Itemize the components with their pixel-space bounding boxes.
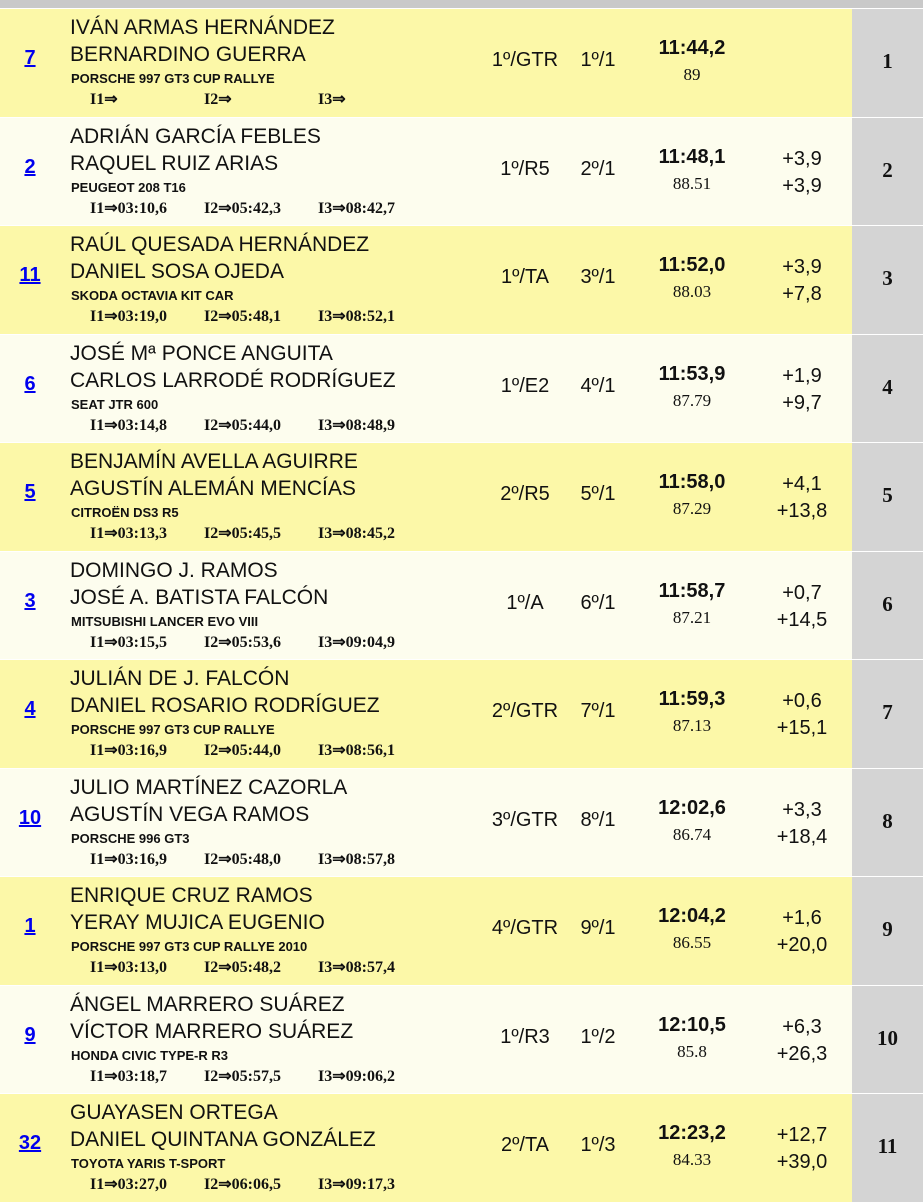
split-3: I3⇒08:45,2	[318, 525, 395, 542]
diff-leader: +18,4	[776, 825, 828, 848]
diff-previous: +3,3	[782, 798, 822, 821]
stage-time: 12:04,2	[658, 905, 726, 927]
split-1: I1⇒	[90, 91, 118, 108]
car-model: PORSCHE 997 GT3 CUP RALLYE	[71, 71, 275, 86]
group-position: 7º/1	[580, 700, 616, 722]
position-cell	[852, 1094, 923, 1202]
split-1: I1⇒03:19,0	[90, 308, 167, 325]
split-1: I1⇒03:13,0	[90, 959, 167, 976]
split-1: I1⇒03:14,8	[90, 416, 167, 434]
group-position: 8º/1	[580, 808, 616, 831]
stage-time: 11:58,7	[658, 579, 726, 602]
class-position: 1º/E2	[500, 374, 550, 397]
split-2: I2⇒06:06,5	[204, 1176, 281, 1193]
diff-previous: +3,9	[782, 256, 822, 278]
average-speed: 86.74	[672, 824, 712, 844]
driver-name: DOMINGO J. RAMOS	[70, 558, 278, 582]
diff-previous: +6,3	[782, 1015, 822, 1038]
driver-name: BENJAMÍN AVELLA AGUIRRE	[70, 450, 358, 473]
codriver-name: RAQUEL RUIZ ARIAS	[70, 151, 279, 175]
stage-time: 12:23,2	[658, 1122, 726, 1144]
split-3: I3⇒08:57,4	[318, 959, 395, 976]
diff-previous: +4,1	[782, 473, 822, 495]
stage-time: 12:10,5	[658, 1013, 726, 1036]
driver-name: ENRIQUE CRUZ RAMOS	[70, 884, 313, 907]
stage-time: 11:59,3	[658, 688, 726, 710]
split-2: I2⇒05:44,0	[204, 742, 281, 759]
average-speed: 88.51	[672, 173, 712, 193]
codriver-name: DANIEL ROSARIO RODRÍGUEZ	[70, 694, 380, 717]
split-3: I3⇒09:17,3	[318, 1176, 395, 1193]
diff-leader: +20,0	[776, 934, 828, 956]
stage-time: 11:58,0	[658, 471, 726, 493]
split-1: I1⇒03:16,9	[90, 742, 167, 759]
result-row	[0, 1093, 923, 1202]
result-row	[0, 8, 923, 117]
car-model: TOYOTA YARIS T-SPORT	[71, 1156, 226, 1171]
diff-leader: +26,3	[776, 1042, 828, 1065]
codriver-name: AGUSTÍN ALEMÁN MENCÍAS	[70, 477, 356, 500]
average-speed: 87.21	[672, 607, 712, 627]
overall-position: 3	[882, 266, 893, 290]
codriver-name: AGUSTÍN VEGA RAMOS	[70, 802, 310, 826]
car-number-link[interactable]: 11	[19, 264, 41, 286]
car-model: PORSCHE 997 GT3 CUP RALLYE 2010	[71, 939, 308, 954]
overall-position: 2	[882, 157, 893, 182]
group-position: 1º/2	[580, 1025, 616, 1048]
position-cell	[852, 660, 923, 768]
codriver-name: DANIEL SOSA OJEDA	[70, 260, 284, 283]
group-position: 1º/3	[580, 1134, 616, 1156]
codriver-name: VÍCTOR MARRERO SUÁREZ	[70, 1019, 354, 1043]
position-cell	[852, 769, 923, 877]
group-position: 2º/1	[580, 157, 616, 180]
result-row	[0, 876, 923, 985]
car-model: SEAT JTR 600	[71, 396, 159, 412]
split-1: I1⇒03:10,6	[90, 199, 167, 217]
car-number-link[interactable]: 9	[24, 1023, 36, 1046]
class-position: 1º/R3	[500, 1025, 550, 1048]
position-cell	[852, 443, 923, 551]
car-model: SKODA OCTAVIA KIT CAR	[71, 288, 234, 303]
split-3: I3⇒08:42,7	[318, 199, 395, 217]
split-3: I3⇒08:48,9	[318, 416, 395, 434]
position-cell	[852, 877, 923, 985]
diff-leader: +39,0	[776, 1151, 828, 1173]
diff-leader: +14,5	[776, 608, 828, 631]
driver-name: IVÁN ARMAS HERNÁNDEZ	[70, 16, 335, 39]
class-position: 1º/TA	[500, 266, 550, 288]
overall-position: 6	[882, 591, 893, 616]
overall-position: 7	[882, 700, 893, 724]
car-number-link[interactable]: 1	[24, 915, 36, 937]
stage-time: 12:02,6	[658, 796, 726, 819]
diff-leader: +9,7	[782, 391, 822, 414]
split-1: I1⇒03:15,5	[90, 633, 167, 651]
split-1: I1⇒03:16,9	[90, 850, 167, 868]
split-3: I3⇒08:52,1	[318, 308, 395, 325]
group-position: 1º/1	[580, 49, 616, 71]
result-row	[0, 334, 923, 443]
position-cell	[852, 335, 923, 443]
car-number-link[interactable]: 6	[24, 372, 36, 395]
average-speed: 87.29	[672, 499, 712, 518]
group-position: 5º/1	[580, 483, 616, 505]
diff-leader: +15,1	[776, 717, 828, 739]
car-number-link[interactable]: 7	[24, 47, 36, 69]
position-cell	[852, 9, 923, 117]
class-position: 1º/R5	[500, 157, 550, 180]
car-model: HONDA CIVIC TYPE-R R3	[71, 1047, 228, 1063]
driver-name: ADRIÁN GARCÍA FEBLES	[70, 124, 321, 148]
car-model: PORSCHE 997 GT3 CUP RALLYE	[71, 722, 275, 737]
car-model: MITSUBISHI LANCER EVO VIII	[71, 613, 259, 629]
class-position: 3º/GTR	[491, 808, 559, 831]
result-row	[0, 768, 923, 877]
driver-name: ÁNGEL MARRERO SUÁREZ	[70, 992, 345, 1016]
position-cell	[852, 552, 923, 660]
diff-previous: +1,6	[782, 907, 822, 929]
result-row	[0, 659, 923, 768]
split-2: I2⇒05:48,0	[204, 850, 281, 868]
diff-leader: +3,9	[782, 174, 822, 197]
split-2: I2⇒05:57,5	[204, 1067, 281, 1085]
driver-name: JULIÁN DE J. FALCÓN	[70, 667, 290, 690]
group-position: 6º/1	[580, 591, 616, 614]
stage-time: 11:48,1	[658, 145, 726, 168]
position-cell	[852, 118, 923, 226]
split-2: I2⇒05:42,3	[204, 199, 281, 217]
diff-previous: +0,7	[782, 581, 822, 604]
overall-position: 9	[882, 917, 893, 941]
class-position: 2º/TA	[500, 1134, 550, 1156]
position-cell	[852, 986, 923, 1094]
diff-previous: +1,9	[782, 364, 822, 387]
group-position: 4º/1	[580, 374, 616, 397]
split-2: I2⇒05:45,5	[204, 525, 281, 542]
diff-previous: +12,7	[776, 1124, 828, 1146]
driver-name: RAÚL QUESADA HERNÁNDEZ	[70, 233, 370, 256]
driver-name: JULIO MARTÍNEZ CAZORLA	[70, 775, 348, 799]
split-1: I1⇒03:27,0	[90, 1176, 167, 1193]
split-3: I3⇒08:57,8	[318, 850, 395, 868]
car-number-link[interactable]: 5	[24, 481, 36, 503]
overall-position: 1	[882, 49, 893, 73]
result-row	[0, 985, 923, 1094]
average-speed: 86.55	[672, 933, 712, 952]
diff-leader: +13,8	[776, 500, 828, 522]
average-speed: 84.33	[672, 1150, 712, 1169]
stage-time: 11:52,0	[658, 254, 726, 276]
diff-previous: +0,6	[782, 690, 822, 712]
split-2: I2⇒05:44,0	[204, 416, 281, 434]
car-number-link[interactable]: 10	[18, 806, 42, 829]
overall-position: 8	[882, 808, 893, 833]
result-row	[0, 442, 923, 551]
top-bar	[0, 0, 923, 8]
overall-position: 10	[877, 1025, 898, 1050]
group-position: 9º/1	[580, 917, 616, 939]
class-position: 4º/GTR	[491, 917, 559, 939]
split-1: I1⇒03:18,7	[90, 1067, 167, 1085]
codriver-name: JOSÉ A. BATISTA FALCÓN	[70, 585, 329, 609]
stage-time: 11:53,9	[658, 362, 726, 385]
class-position: 2º/R5	[500, 483, 550, 505]
car-number-link[interactable]: 32	[18, 1132, 42, 1154]
average-speed: 87.13	[672, 716, 712, 735]
overall-position: 11	[877, 1134, 898, 1158]
driver-name: GUAYASEN ORTEGA	[70, 1101, 278, 1124]
average-speed: 87.79	[672, 390, 712, 410]
split-1: I1⇒03:13,3	[90, 525, 167, 542]
driver-name: JOSÉ Mª PONCE ANGUITA	[70, 341, 333, 365]
diff-previous: +3,9	[782, 147, 822, 170]
split-3: I3⇒08:56,1	[318, 742, 395, 759]
result-row	[0, 225, 923, 334]
split-2: I2⇒05:48,1	[204, 308, 281, 325]
car-number-link[interactable]: 4	[24, 698, 36, 720]
class-position: 2º/GTR	[491, 700, 559, 722]
codriver-name: YERAY MUJICA EUGENIO	[70, 911, 325, 934]
car-number-link[interactable]: 2	[24, 155, 36, 178]
group-position: 3º/1	[580, 266, 616, 288]
average-speed: 88.03	[672, 282, 712, 301]
position-cell	[852, 226, 923, 334]
overall-position: 4	[882, 374, 893, 399]
car-model: PEUGEOT 208 T16	[71, 179, 186, 195]
class-position: 1º/GTR	[491, 49, 559, 71]
split-2: I2⇒05:48,2	[204, 959, 281, 976]
class-position: 1º/A	[506, 591, 544, 614]
split-3: I3⇒	[318, 91, 346, 108]
average-speed: 89	[683, 65, 701, 84]
split-3: I3⇒09:06,2	[318, 1067, 395, 1085]
average-speed: 85.8	[677, 1041, 707, 1061]
result-row	[0, 551, 923, 660]
results-table	[0, 8, 923, 1202]
stage-time: 11:44,2	[658, 37, 726, 59]
diff-leader: +7,8	[782, 283, 822, 305]
codriver-name: DANIEL QUINTANA GONZÁLEZ	[70, 1128, 376, 1151]
car-number-link[interactable]: 3	[24, 589, 36, 612]
split-2: I2⇒05:53,6	[204, 633, 281, 651]
codriver-name: BERNARDINO GUERRA	[70, 43, 306, 66]
result-row	[0, 117, 923, 226]
car-model: PORSCHE 996 GT3	[71, 830, 190, 846]
split-3: I3⇒09:04,9	[318, 633, 395, 651]
split-2: I2⇒	[204, 91, 232, 108]
overall-position: 5	[882, 483, 893, 507]
car-model: CITROËN DS3 R5	[71, 505, 179, 520]
codriver-name: CARLOS LARRODÉ RODRÍGUEZ	[70, 368, 396, 392]
